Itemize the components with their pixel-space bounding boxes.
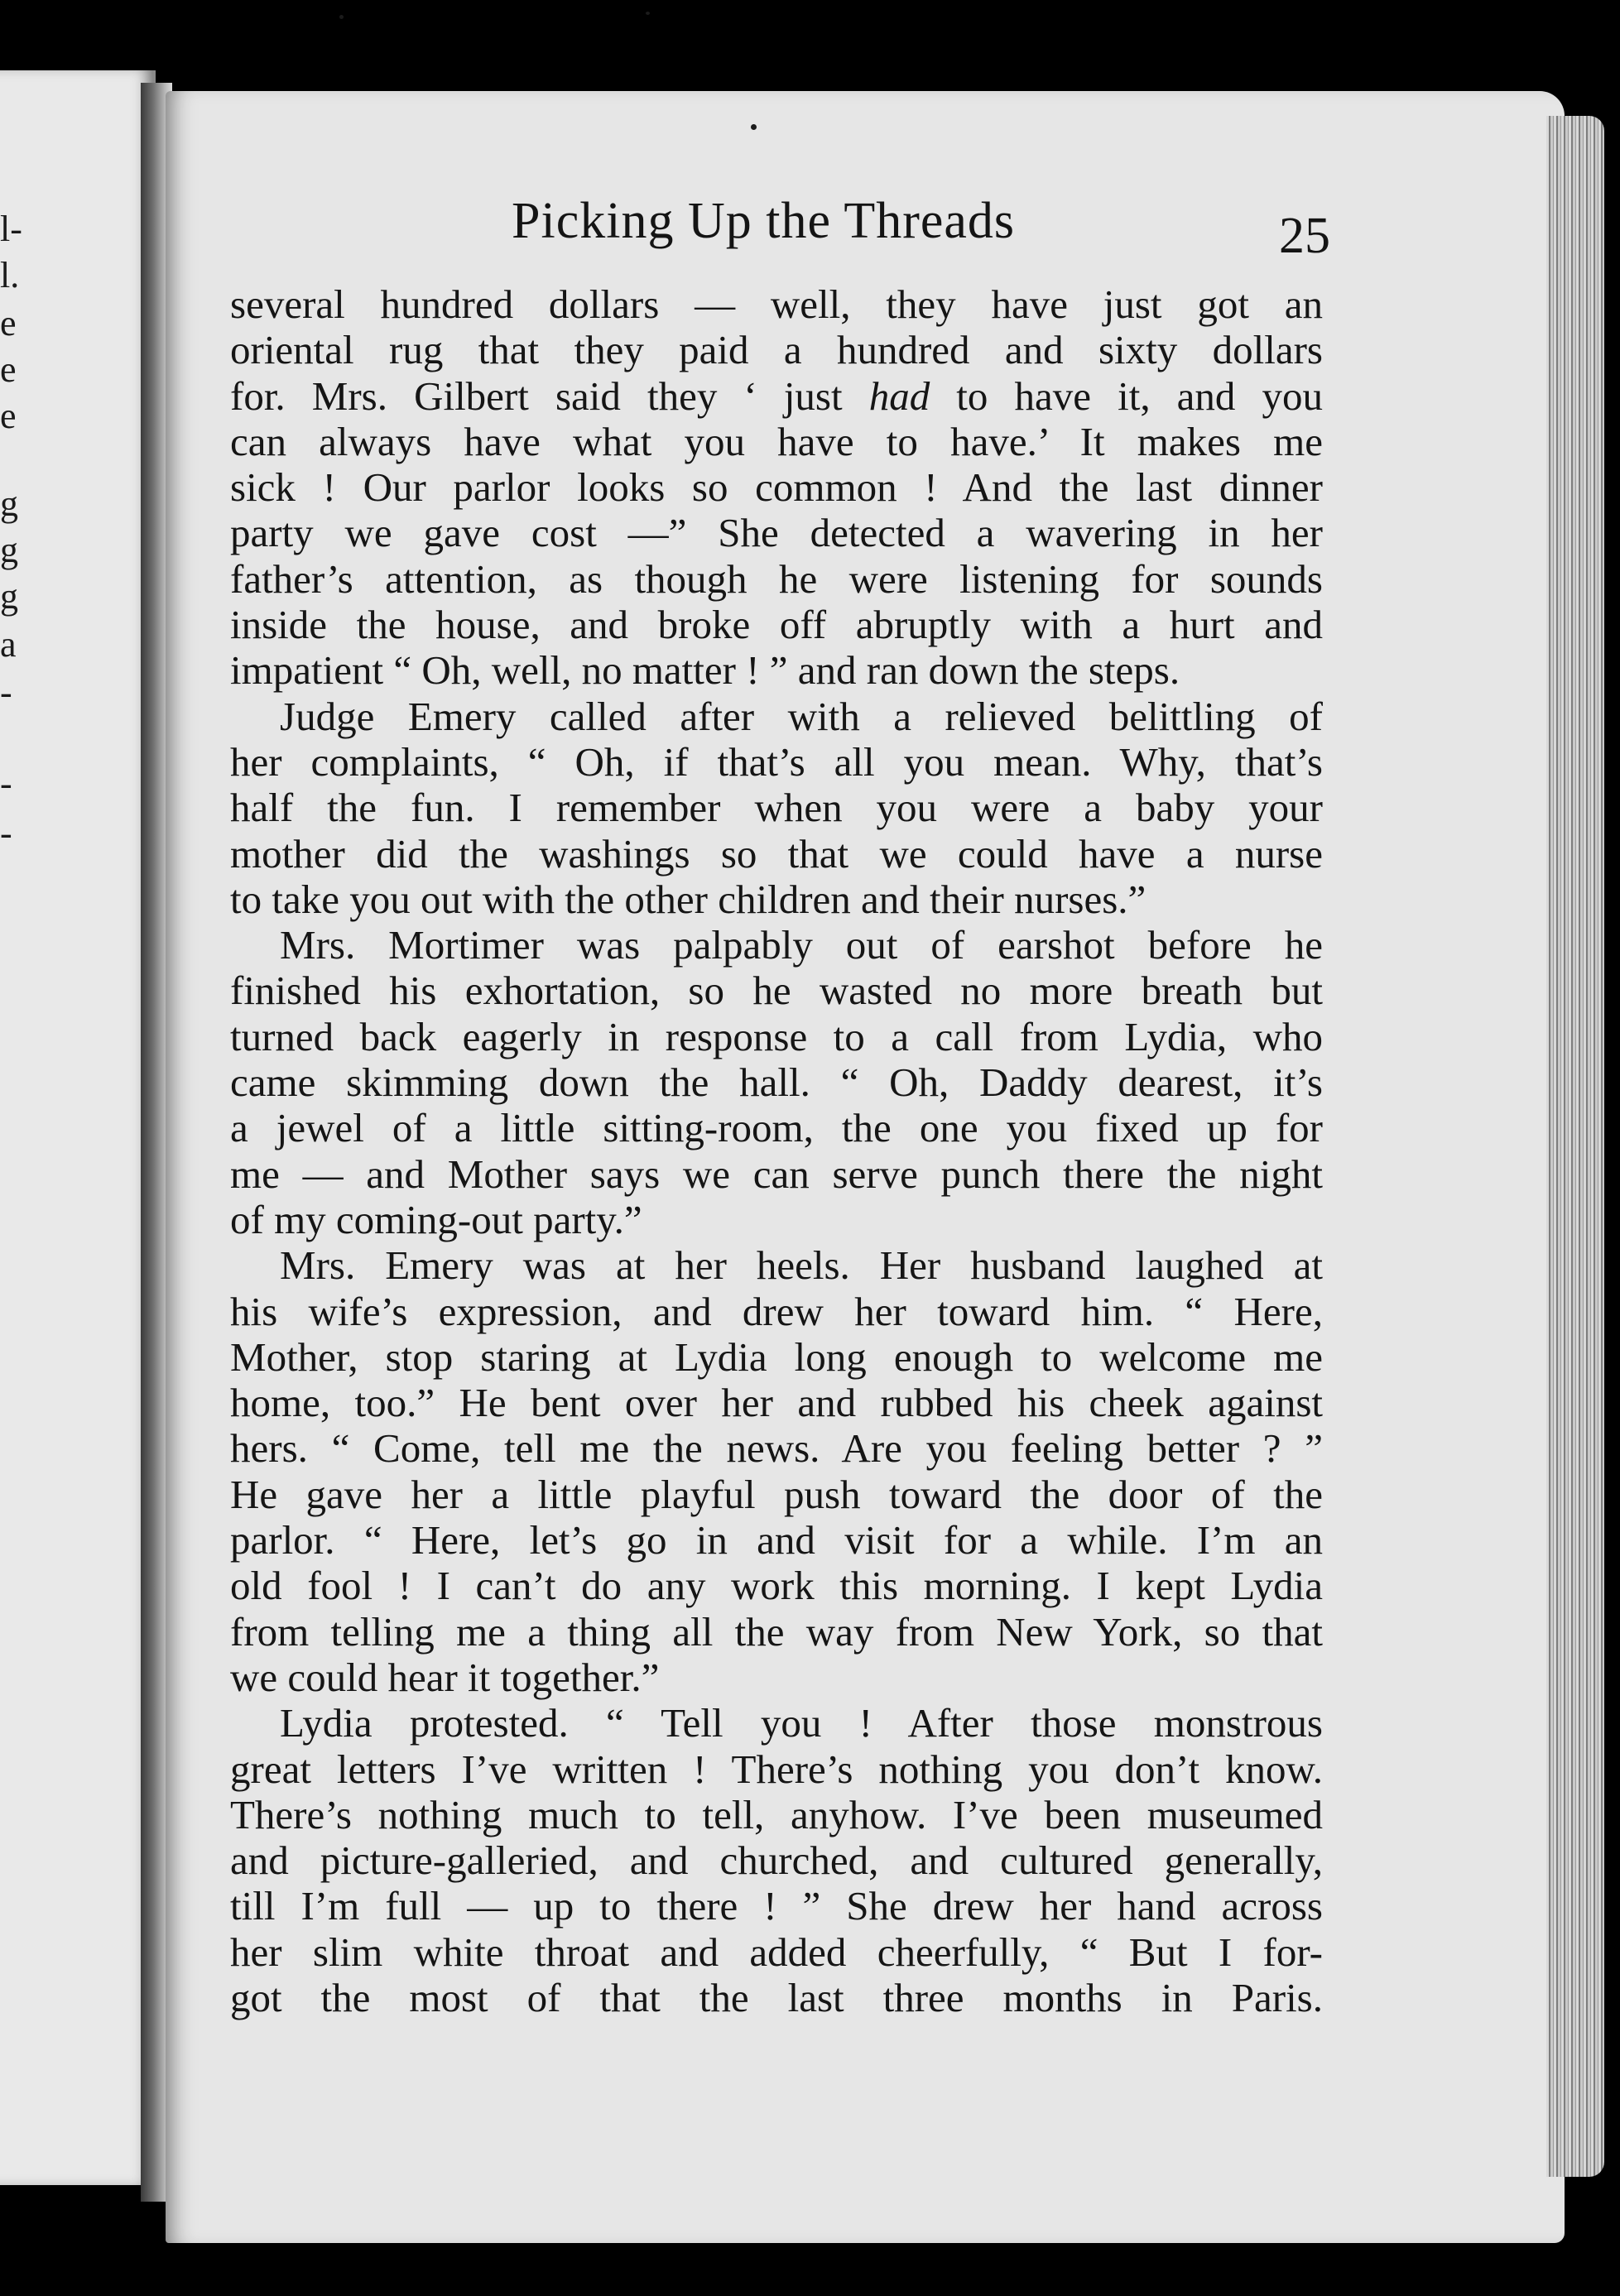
ink-speck xyxy=(646,12,650,15)
text-line: There’s nothing much to tell, anyhow. I’ve been museumed xyxy=(230,1791,1323,1837)
text-line: several hundred dollars — well, they have just got an xyxy=(230,281,1323,327)
text-line: Mrs. Mortimer was palpably out of earshot before he xyxy=(280,922,1323,968)
text-line: her complaints, “ Oh, if that’s all you mean. Why, that’s xyxy=(230,738,1323,785)
facing-page-fragment: g xyxy=(0,530,18,570)
text-line: father’s attention, as though he were listening for sounds xyxy=(230,555,1323,602)
facing-page-fragment: e xyxy=(0,396,17,436)
facing-page-left xyxy=(0,70,156,2185)
facing-page-fragment: l. xyxy=(0,255,20,295)
text-line: home, too.” He bent over her and rubbed his cheek against xyxy=(230,1380,1323,1426)
text-line: me — and Mother says we can serve punch there the night xyxy=(230,1150,1323,1197)
text-line: can always have what you have to have.’ It makes me xyxy=(230,418,1323,464)
text-line: half the fun. I remember when you were a baby your xyxy=(230,785,1323,831)
running-head: Picking Up the Threads xyxy=(512,193,1016,249)
text-line: hers. “ Come, tell me the news. Are you feeling better ? ” xyxy=(230,1425,1323,1472)
ink-speck xyxy=(751,124,757,130)
text-line: a jewel of a little sitting-room, the one you fixed up for xyxy=(230,1105,1323,1151)
facing-page-fragment: - xyxy=(0,763,12,804)
facing-page-fragment: g xyxy=(0,483,18,524)
text-line: inside the house, and broke off abruptly with a hurt and xyxy=(230,602,1323,648)
page-edges-stack xyxy=(1546,116,1604,2177)
text-line: Lydia protested. “ Tell you ! After those monstrous xyxy=(280,1700,1323,1746)
text-line: Mrs. Emery was at her heels. Her husband laughed at xyxy=(280,1242,1323,1289)
text-line: we could hear it together.” xyxy=(230,1654,660,1700)
facing-page-fragment: e xyxy=(0,349,17,390)
text-line: impatient “ Oh, well, no matter ! ” and ran down the steps. xyxy=(230,647,1180,694)
text-line: Mother, stop staring at Lydia long enough to welcome me xyxy=(230,1333,1323,1380)
text-line: great letters I’ve written ! There’s nothing you don’t know. xyxy=(230,1746,1323,1792)
text-line: of my coming-out party.” xyxy=(230,1196,642,1242)
text-line: mother did the washings so that we could have a nurse xyxy=(230,830,1323,877)
text-line: party we gave cost —” She detected a wavering in her xyxy=(230,510,1323,556)
facing-page-fragment: g xyxy=(0,576,18,617)
text-line: Judge Emery called after with a relieved belittling of xyxy=(280,693,1323,739)
text-line: till I’m full — up to there ! ” She drew her hand across xyxy=(230,1883,1323,1929)
text-line: and picture-galleried, and churched, and cultured generally, xyxy=(230,1837,1323,1884)
text-line: sick ! Our parlor looks so common ! And the last dinner xyxy=(230,464,1323,511)
text-line: to take you out with the other children and their nurses.” xyxy=(230,876,1146,922)
facing-page-fragment: l- xyxy=(0,209,22,249)
facing-page-fragment: - xyxy=(0,813,12,853)
ink-speck xyxy=(339,15,344,19)
text-line: He gave her a little playful push toward the door of the xyxy=(230,1471,1323,1517)
body-text xyxy=(230,281,1323,2020)
text-line: parlor. “ Here, let’s go in and visit for a while. I’m an xyxy=(230,1517,1323,1563)
text-line: finished his exhortation, so he wasted no more breath but xyxy=(230,968,1323,1014)
text-line: turned back eagerly in response to a call from Lydia, who xyxy=(230,1013,1323,1059)
text-line: for. Mrs. Gilbert said they ‘ just had to have it, and you xyxy=(230,372,1323,419)
text-line: old fool ! I can’t do any work this morning. I kept Lydia xyxy=(230,1563,1323,1609)
text-line: oriental rug that they paid a hundred and sixty dollars xyxy=(230,327,1323,373)
text-line: came skimming down the hall. “ Oh, Daddy dearest, it’s xyxy=(230,1059,1323,1106)
facing-page-fragment: - xyxy=(0,672,12,713)
text-line: got the most of that the last three months in Paris. xyxy=(230,1974,1323,2020)
facing-page-line-ends xyxy=(0,70,153,2185)
facing-page-fragment: a xyxy=(0,624,17,665)
facing-page-fragment: e xyxy=(0,303,17,343)
text-line: her slim white throat and added cheerfully, “ But I for- xyxy=(230,1929,1323,1975)
page-number: 25 xyxy=(1279,208,1330,264)
text-line: from telling me a thing all the way from New York, so that xyxy=(230,1608,1323,1655)
text-line: his wife’s expression, and drew her toward him. “ Here, xyxy=(230,1288,1323,1334)
